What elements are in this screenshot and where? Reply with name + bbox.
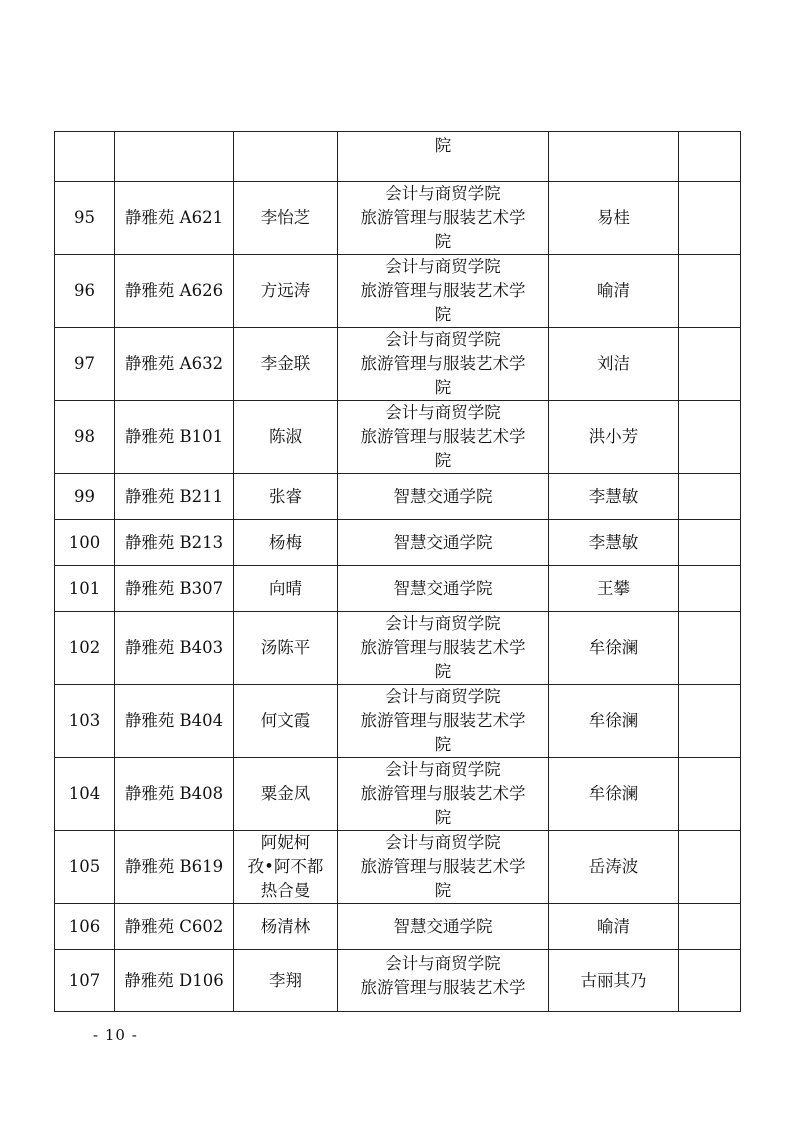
note-cell xyxy=(679,255,741,328)
college-cell: 会计与商贸学院 旅游管理与服装艺术学 院 xyxy=(338,328,549,401)
college-cell: 智慧交通学院 xyxy=(338,474,549,520)
note-cell xyxy=(679,132,741,182)
contact-cell: 李慧敏 xyxy=(549,474,679,520)
table-row xyxy=(55,758,741,831)
room-cell: 静雅苑 B404 xyxy=(115,685,234,758)
college-cell: 智慧交通学院 xyxy=(338,904,549,950)
contact-cell: 牟徐澜 xyxy=(549,758,679,831)
contact-cell: 喻清 xyxy=(549,255,679,328)
row-number-cell: 106 xyxy=(55,904,115,950)
room-cell xyxy=(115,132,234,182)
table-row xyxy=(55,685,741,758)
room-cell: 静雅苑 C602 xyxy=(115,904,234,950)
contact-cell xyxy=(549,132,679,182)
table-row xyxy=(55,612,741,685)
college-cell: 会计与商贸学院 旅游管理与服装艺术学 xyxy=(338,950,549,1012)
note-cell xyxy=(679,520,741,566)
table-row xyxy=(55,255,741,328)
note-cell xyxy=(679,566,741,612)
row-number-cell: 96 xyxy=(55,255,115,328)
resident-name-cell: 陈淑 xyxy=(234,401,338,474)
college-cell: 会计与商贸学院 旅游管理与服装艺术学 院 xyxy=(338,401,549,474)
resident-name-cell: 杨清林 xyxy=(234,904,338,950)
resident-name-cell: 粟金凤 xyxy=(234,758,338,831)
row-number-cell: 104 xyxy=(55,758,115,831)
resident-name-cell: 杨梅 xyxy=(234,520,338,566)
table-row xyxy=(55,831,741,904)
note-cell xyxy=(679,612,741,685)
resident-name-cell: 向晴 xyxy=(234,566,338,612)
note-cell xyxy=(679,182,741,255)
resident-name-cell: 李金联 xyxy=(234,328,338,401)
row-number-cell: 101 xyxy=(55,566,115,612)
room-cell: 静雅苑 B213 xyxy=(115,520,234,566)
table-row xyxy=(55,904,741,950)
contact-cell: 易桂 xyxy=(549,182,679,255)
table-row xyxy=(55,328,741,401)
roster-table xyxy=(54,131,741,1012)
row-number-cell: 103 xyxy=(55,685,115,758)
row-number-cell xyxy=(55,132,115,182)
row-number-cell: 97 xyxy=(55,328,115,401)
room-cell: 静雅苑 B307 xyxy=(115,566,234,612)
room-cell: 静雅苑 A621 xyxy=(115,182,234,255)
college-cell: 会计与商贸学院 旅游管理与服装艺术学 院 xyxy=(338,758,549,831)
contact-cell: 李慧敏 xyxy=(549,520,679,566)
college-cell: 会计与商贸学院 旅游管理与服装艺术学 院 xyxy=(338,255,549,328)
room-cell: 静雅苑 B101 xyxy=(115,401,234,474)
room-cell: 静雅苑 B403 xyxy=(115,612,234,685)
resident-name-cell: 李翔 xyxy=(234,950,338,1012)
table-row xyxy=(55,566,741,612)
note-cell xyxy=(679,831,741,904)
resident-name-cell: 方远涛 xyxy=(234,255,338,328)
room-cell: 静雅苑 B619 xyxy=(115,831,234,904)
note-cell xyxy=(679,328,741,401)
row-number-cell: 105 xyxy=(55,831,115,904)
college-cell: 院 xyxy=(338,132,549,182)
note-cell xyxy=(679,685,741,758)
note-cell xyxy=(679,401,741,474)
note-cell xyxy=(679,950,741,1012)
resident-name-cell: 何文霞 xyxy=(234,685,338,758)
college-cell: 智慧交通学院 xyxy=(338,520,549,566)
resident-name-cell xyxy=(234,132,338,182)
table-row xyxy=(55,950,741,1012)
college-cell: 会计与商贸学院 旅游管理与服装艺术学 院 xyxy=(338,612,549,685)
table-row xyxy=(55,182,741,255)
row-number-cell: 95 xyxy=(55,182,115,255)
college-cell: 会计与商贸学院 旅游管理与服装艺术学 院 xyxy=(338,831,549,904)
table-row xyxy=(55,132,741,182)
room-cell: 静雅苑 B211 xyxy=(115,474,234,520)
table-row xyxy=(55,401,741,474)
resident-name-cell: 李怡芝 xyxy=(234,182,338,255)
college-cell: 会计与商贸学院 旅游管理与服装艺术学 院 xyxy=(338,685,549,758)
page-number: - 10 - xyxy=(93,1026,138,1044)
row-number-cell: 107 xyxy=(55,950,115,1012)
row-number-cell: 102 xyxy=(55,612,115,685)
contact-cell: 岳涛波 xyxy=(549,831,679,904)
contact-cell: 洪小芳 xyxy=(549,401,679,474)
row-number-cell: 98 xyxy=(55,401,115,474)
room-cell: 静雅苑 A632 xyxy=(115,328,234,401)
room-cell: 静雅苑 B408 xyxy=(115,758,234,831)
note-cell xyxy=(679,474,741,520)
resident-name-cell: 汤陈平 xyxy=(234,612,338,685)
contact-cell: 喻清 xyxy=(549,904,679,950)
room-cell: 静雅苑 D106 xyxy=(115,950,234,1012)
contact-cell: 牟徐澜 xyxy=(549,612,679,685)
contact-cell: 古丽其乃 xyxy=(549,950,679,1012)
resident-name-cell: 张睿 xyxy=(234,474,338,520)
contact-cell: 牟徐澜 xyxy=(549,685,679,758)
row-number-cell: 100 xyxy=(55,520,115,566)
resident-name-cell: 阿妮柯 孜•阿不都 热合曼 xyxy=(234,831,338,904)
college-cell: 智慧交通学院 xyxy=(338,566,549,612)
note-cell xyxy=(679,758,741,831)
row-number-cell: 99 xyxy=(55,474,115,520)
table-row xyxy=(55,474,741,520)
contact-cell: 刘洁 xyxy=(549,328,679,401)
contact-cell: 王攀 xyxy=(549,566,679,612)
college-cell: 会计与商贸学院 旅游管理与服装艺术学 院 xyxy=(338,182,549,255)
room-cell: 静雅苑 A626 xyxy=(115,255,234,328)
note-cell xyxy=(679,904,741,950)
table-row xyxy=(55,520,741,566)
roster-table-body xyxy=(55,132,741,1012)
